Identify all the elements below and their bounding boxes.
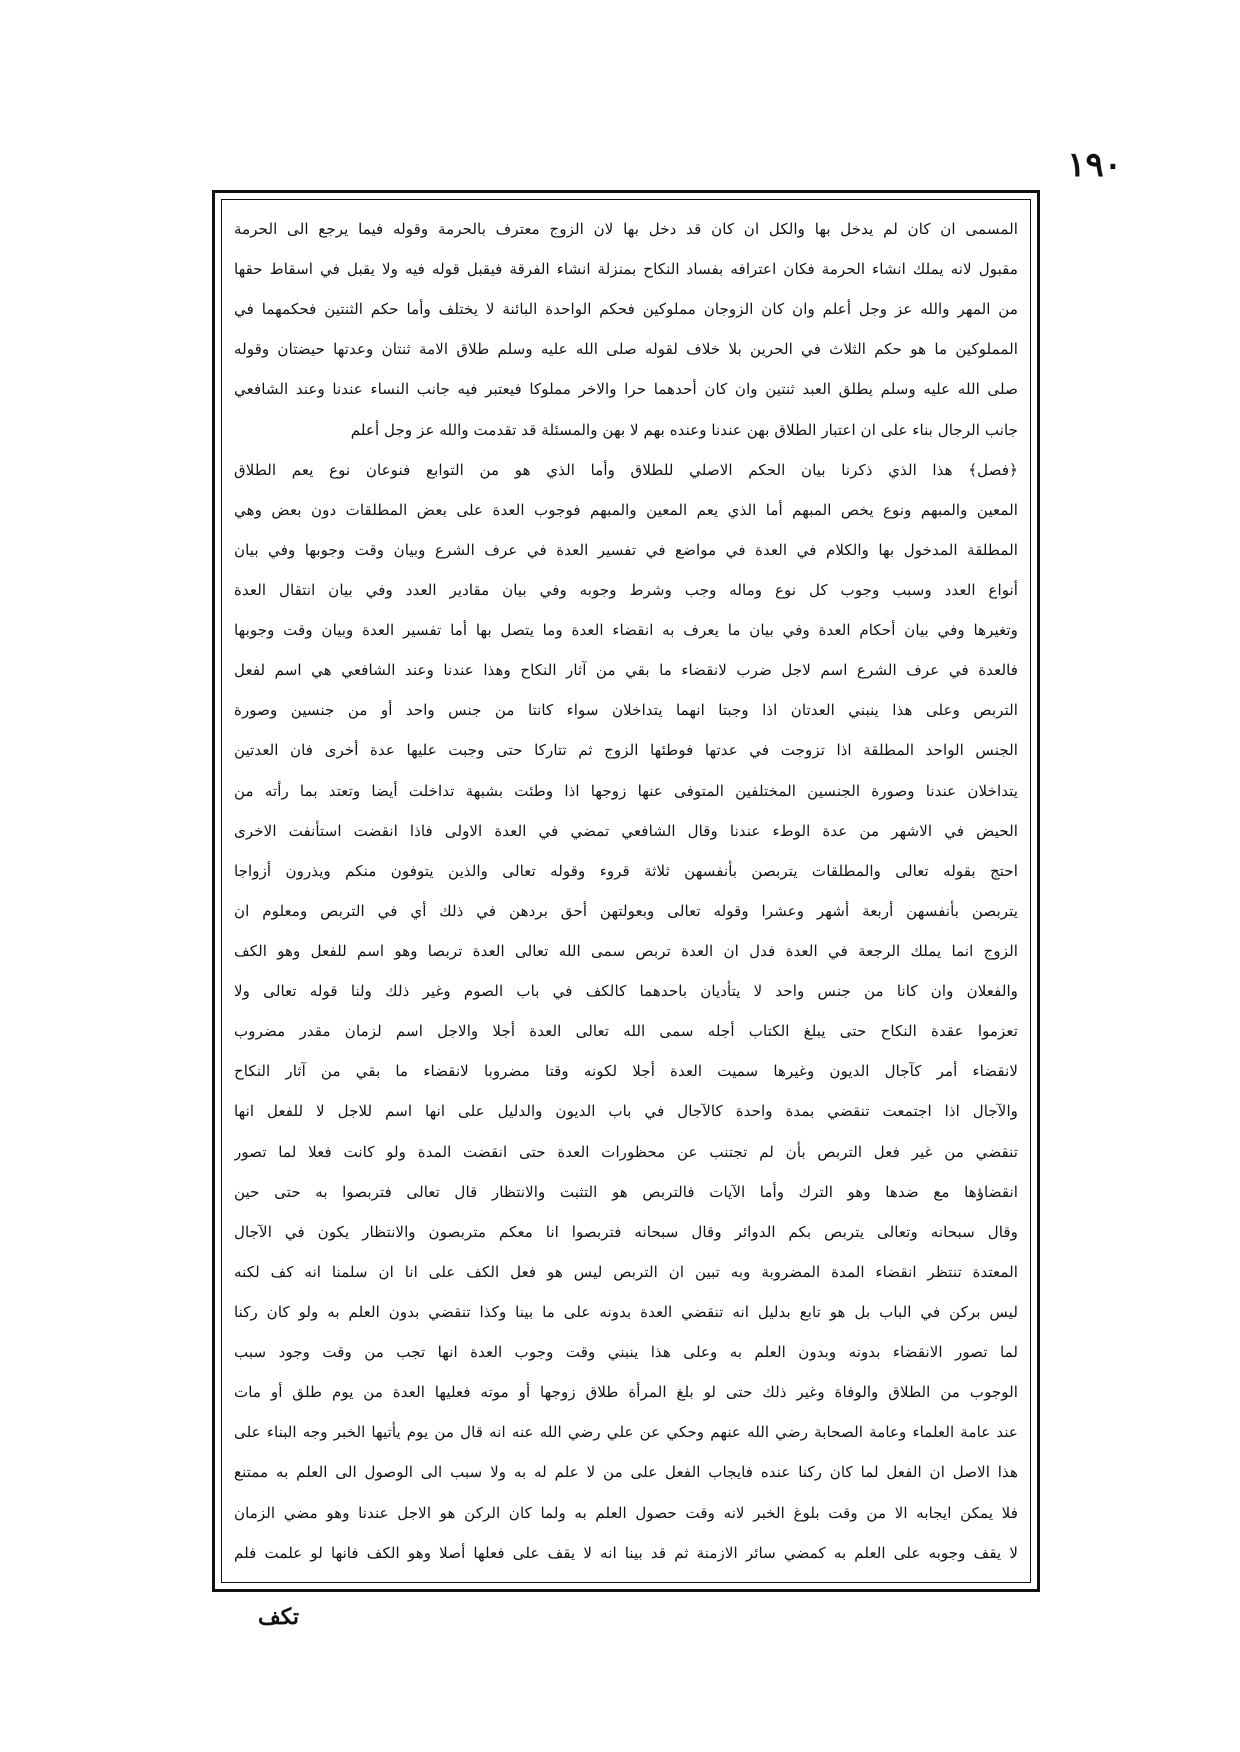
- text-line: المعتدة تنتظر انقضاء المدة المضروبة وبه تبين ان التربص ليس هو فعل الكف على انا ان سلمنا انه كف لكنه: [234, 1262, 1018, 1281]
- catchword: تكف: [258, 1604, 300, 1630]
- text-line: المسمى ان كان لم يدخل بها والكل ان كان قد دخل بها لان الزوج معترف بالحرمة وقوله فيما يرجع الى الحرمة: [234, 220, 1018, 238]
- text-line: وقال سبحانه وتعالى يتربص بكم الدوائر وقال سبحانه فتربصوا انا معكم متربصون والانتظار يكون في الآجال: [234, 1222, 1018, 1241]
- text-line: لما تصور الانقضاء بدونه وبدون العلم به وعلى هذا ينبني وقت وجوب العدة انها تجب من وقت وجود سبب: [234, 1343, 1018, 1362]
- text-line: انقضاؤها مع ضدها وهو الترك وأما الآيات فالتربص هو التثبت والانتظار قال تعالى فتربصوا به حتى حين: [234, 1182, 1018, 1201]
- text-line: لانقضاء أمر كآجال الديون وغيرها سميت العدة أجلا لكونه وقتا مضروبا لانقضاء ما بقي من آثار النكاح: [234, 1062, 1018, 1081]
- page-frame-inner: [221, 199, 1031, 1583]
- text-line: والآجال اذا اجتمعت تنقضي بمدة واحدة كالآجال في باب الديون والدليل على انها اسم للاجل لا للفعل انها: [234, 1102, 1018, 1121]
- text-line: يتربصن بأنفسهن أربعة أشهر وعشرا وقوله تعالى وبعولتهن أحق بردهن في ذلك أي في التربص ومعلوم ان: [234, 901, 1018, 920]
- text-line: وتغيرها وفي بيان أحكام العدة وفي بيان ما يعرف به انقضاء العدة وما يتصل بها أما تفسير العدة وبيان وقت وجوبها: [234, 621, 1018, 640]
- text-body: [234, 210, 1018, 1572]
- text-line: المعين والمبهم ونوع يخص المبهم أما الذي يعم المعين والمبهم فوجوب العدة على بعض المطلقات دون بعض وهي: [234, 500, 1018, 519]
- text-line: فلا يمكن ايجابه الا من وقت بلوغ الخبر لانه وقت حصول العلم به ولما كان الركن هو الاجل عندنا وهو مضي الزمان: [234, 1503, 1018, 1522]
- text-line: أنواع العدد وسبب وجوب كل نوع وماله وجب وشرط وجوبه وفي بيان مقادير العدد وفي بيان انتقال العدة: [234, 580, 1018, 599]
- text-line: عند عامة العلماء وعامة الصحابة رضي الله عنهم وحكي عن علي رضي الله عنه انه قال من يوم يأتيها الخبر وجه البناء على: [234, 1423, 1018, 1442]
- text-line: التربص وعلى هذا ينبني العدتان اذا وجبتا انهما يتداخلان سواء كانتا من جنس واحد أو من جنسين وصورة: [234, 701, 1018, 720]
- text-line: مقبول لانه يملك انشاء الحرمة فكان اعترافه بفساد النكاح بمنزلة انشاء الفرقة فيقبل قوله فيه ولا يقبل في اسقاط حقها: [234, 260, 1018, 279]
- text-line: الزوج انما يملك الرجعة في العدة فدل ان العدة تربص سمى الله تعالى العدة تربصا وهو اسم للفعل وهو الكف: [234, 941, 1018, 960]
- text-line: المطلقة المدخول بها والكلام في العدة في مواضع في تفسير العدة في عرف الشرع وبيان وقت وجوبها وفي بيان: [234, 540, 1018, 559]
- text-line: المملوكين ما هو حكم الثلاث في الحرين بلا خلاف لقوله صلى الله عليه وسلم طلاق الامة ثنتان وعدتها حيضتان وقوله: [234, 340, 1018, 359]
- text-line: ليس بركن في الباب بل هو تابع بدليل انه تنقضي العدة بدونه على ما بينا وكذا تنقضي بدون العلم به ولو كان ركنا: [234, 1302, 1018, 1321]
- text-line: تنقضي من غير فعل التربص بأن لم تجتنب عن محظورات العدة حتى انقضت المدة ولو كانت فعلا لما تصور: [234, 1142, 1018, 1161]
- text-line: والفعلان وان كانا من جنس واحد لا يتأديان باحدهما كالكف في باب الصوم وغير ذلك ولنا قوله تعالى ولا: [234, 982, 1018, 1001]
- text-line: من المهر والله عز وجل أعلم وان كان الزوجان مملوكين فحكم الواحدة البائنة لا يختلف وأما حكم الثنتين فحكمهما في: [234, 300, 1018, 319]
- text-line: الجنس الواحد المطلقة اذا تزوجت في عدتها فوطئها الزوج ثم تتاركا حتى وجبت عليها عدة أخرى فان العدتين: [234, 741, 1018, 760]
- text-line: تعزموا عقدة النكاح حتى يبلغ الكتاب أجله سمى الله تعالى العدة أجلا والاجل اسم لزمان مقدر مضروب: [234, 1022, 1018, 1041]
- text-line: ﴿فصل﴾ هذا الذي ذكرنا بيان الحكم الاصلي للطلاق وأما الذي هو من التوابع فنوعان نوع يعم الطلاق: [234, 460, 1018, 479]
- text-line: صلى الله عليه وسلم يطلق العبد ثنتين وان كان أحدهما حرا والاخر مملوكا فيعتبر فيه جانب النساء عندنا وعند الشافعي: [234, 380, 1018, 399]
- text-line: فالعدة في عرف الشرع اسم لاجل ضرب لانقضاء ما بقي من آثار النكاح وهذا عندنا وعند الشافعي هي اسم لفعل: [234, 661, 1018, 680]
- text-line: الحيض في الاشهر من عدة الوطء عندنا وقال الشافعي تمضي في العدة الاولى فاذا انقضت استأنفت الاخرى: [234, 821, 1018, 840]
- text-line: احتج بقوله تعالى والمطلقات يتربصن بأنفسهن ثلاثة قروء وقوله تعالى والذين يتوفون منكم ويذرون أزواجا: [234, 861, 1018, 880]
- text-line: لا يقف وجوبه على العلم به كمضي سائر الازمنة ثم قد بينا انه لا يقف على فعلها أصلا وهو الكف فانها لو علمت فلم: [234, 1543, 1018, 1562]
- text-line: هذا الاصل ان الفعل لما كان ركنا عنده فايجاب الفعل على من لا علم له به ولا سبب الى الوصول الى العلم به ممتنع: [234, 1463, 1018, 1482]
- page-number: ١٩٠: [1067, 145, 1122, 185]
- text-line: يتداخلان عندنا وصورة الجنسين المختلفين المتوفى عنها زوجها اذا وطئت بشبهة تداخلت أيضا وتعتد بما رأته من: [234, 781, 1018, 800]
- text-line: الوجوب من الطلاق والوفاة وغير ذلك حتى لو بلغ المرأة طلاق زوجها أو موته فعليها العدة من يوم طلق أو مات: [234, 1383, 1018, 1402]
- text-line: جانب الرجال بناء على ان اعتبار الطلاق بهن عندنا وعنده بهم لا بهن والمسئلة قد تقدمت والله عز وجل أعلم: [350, 420, 1018, 439]
- page-frame: [212, 190, 1040, 1592]
